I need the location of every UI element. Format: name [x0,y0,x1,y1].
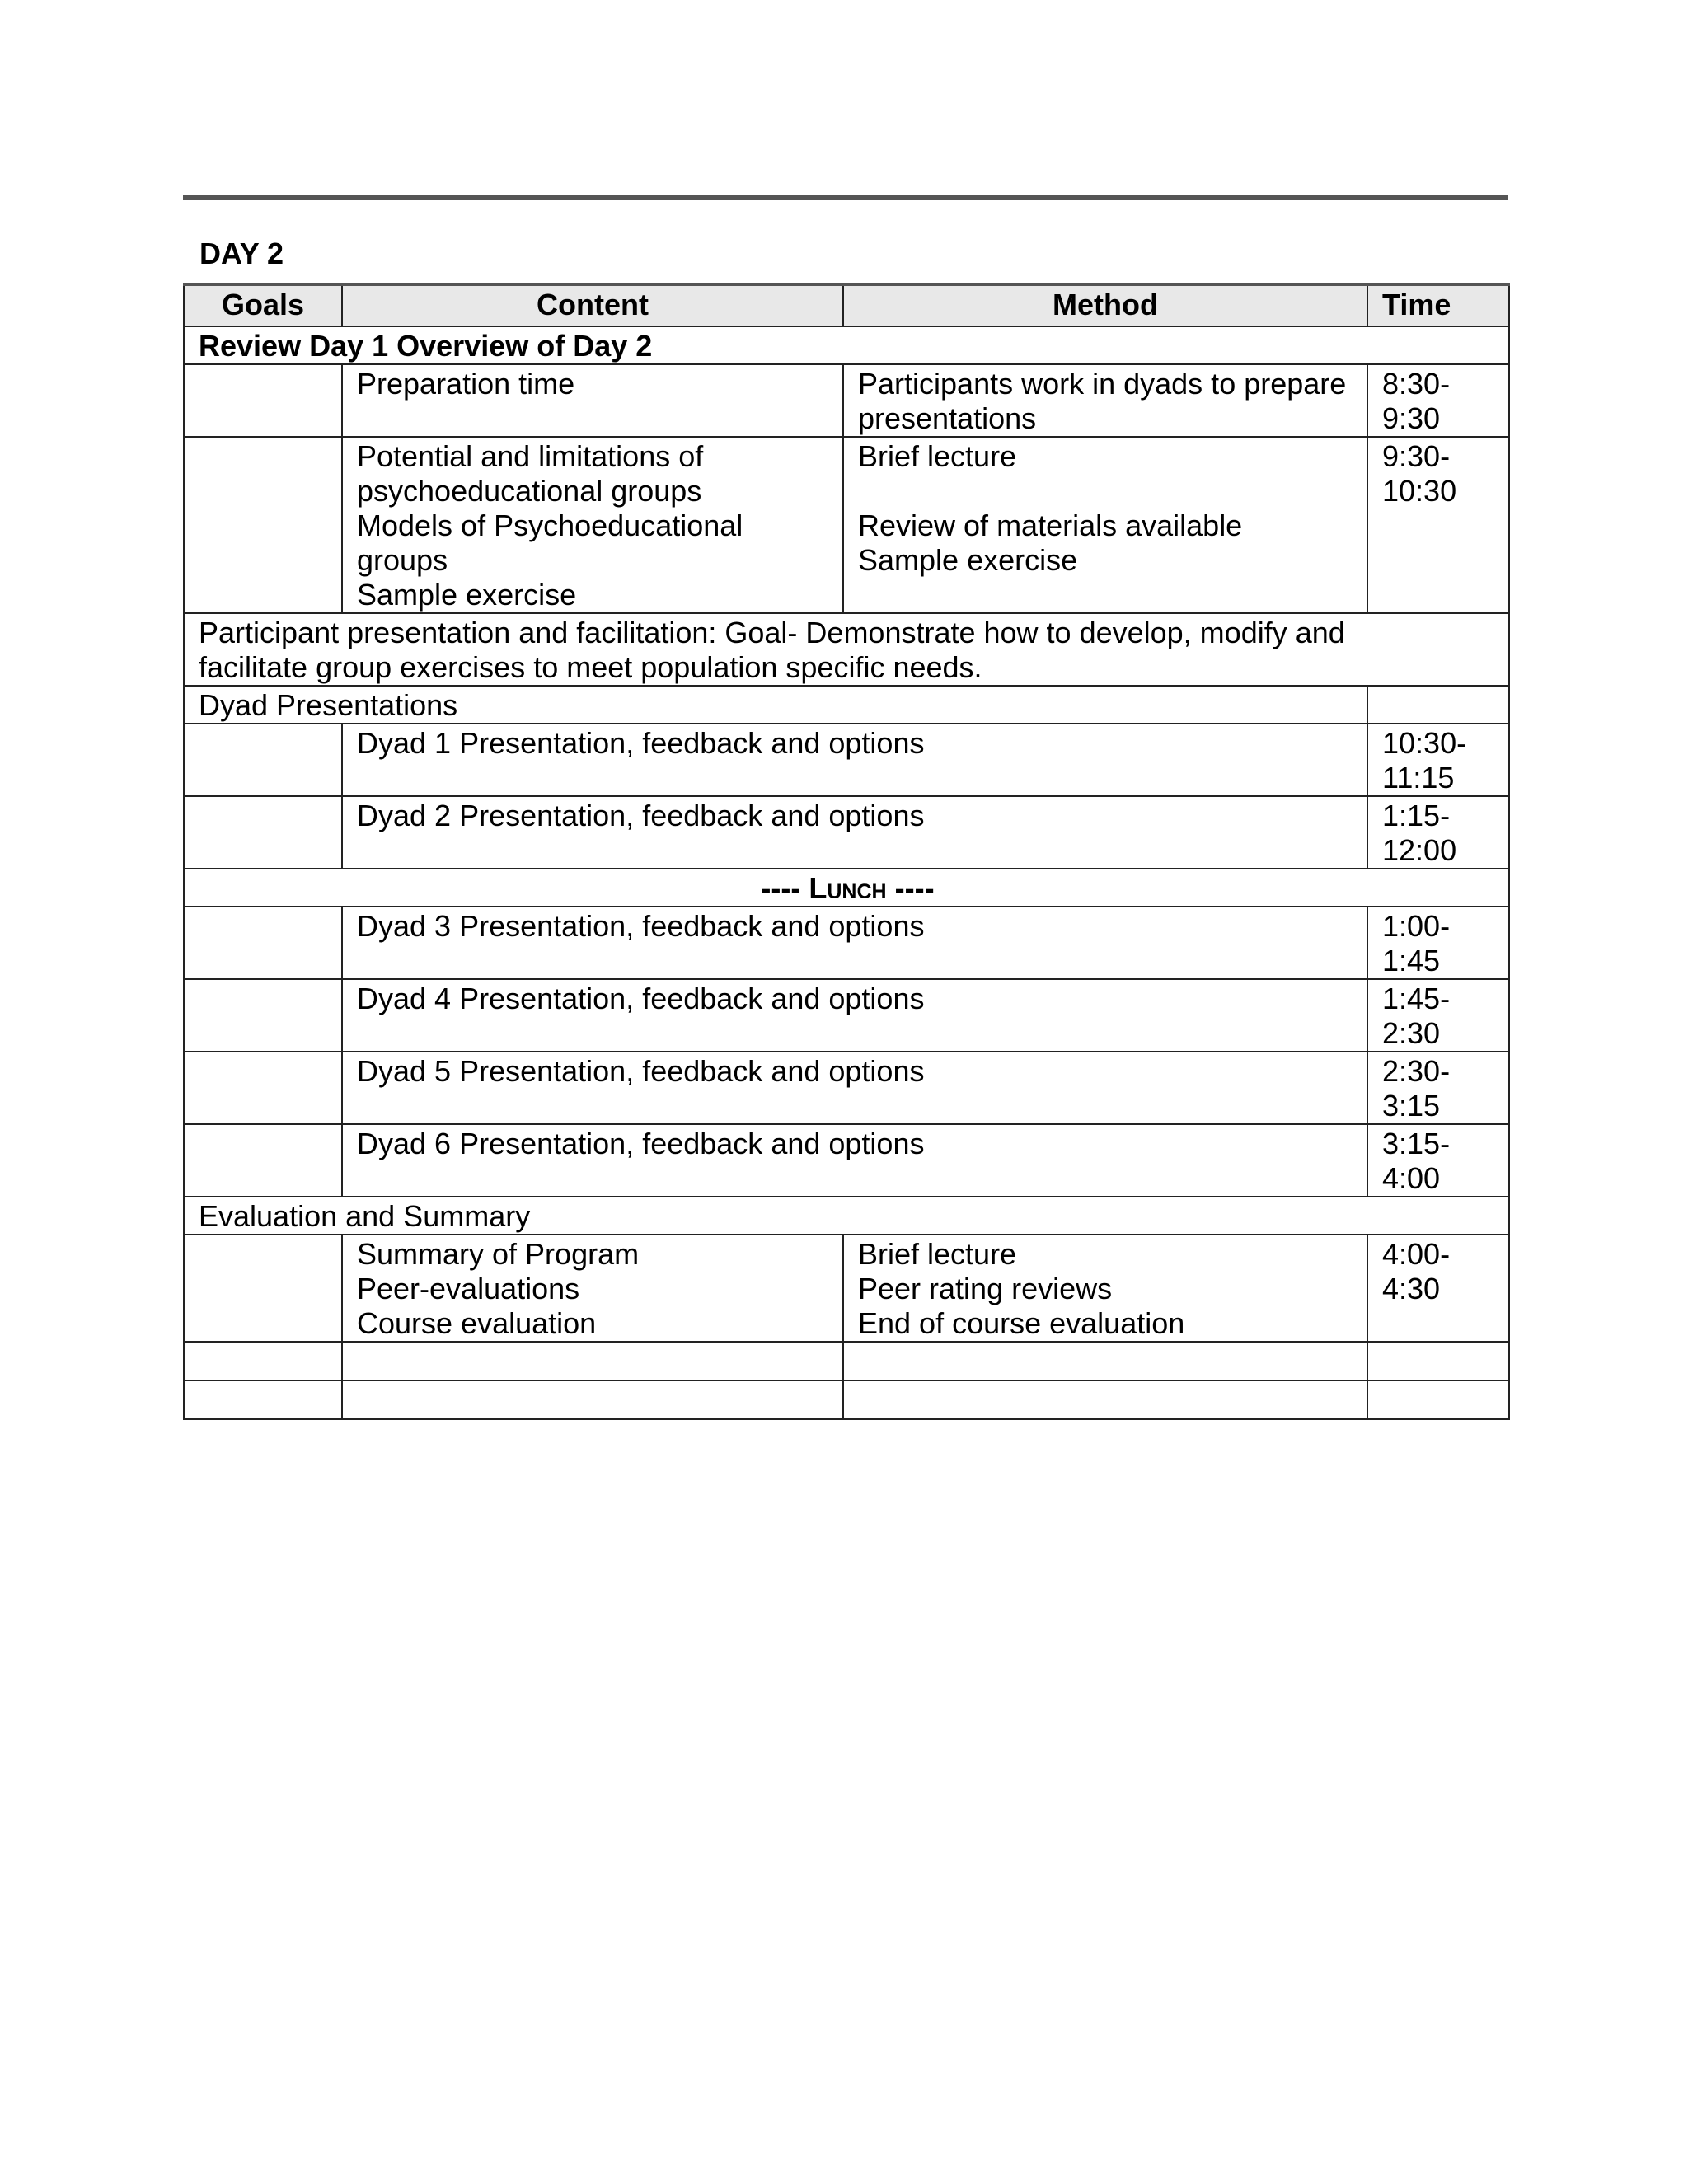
time-cell: 2:30- 3:15 [1367,1052,1509,1124]
section-row-eval [184,1197,1509,1235]
goals-cell [184,1052,342,1124]
goals-cell [184,1380,342,1419]
time-cell [1367,1342,1509,1380]
section-row-participant [184,613,1509,686]
empty-row [184,1380,1509,1419]
table-row [184,437,1509,613]
content-cell: Dyad 2 Presentation, feedback and options [342,796,1367,869]
content-cell [342,1380,843,1419]
table-row [184,796,1509,869]
content-cell: Dyad 6 Presentation, feedback and options [342,1124,1367,1197]
time-cell: 1:15- 12:00 [1367,796,1509,869]
table-row [184,907,1509,979]
table-row [184,1124,1509,1197]
section-eval: Evaluation and Summary [184,1197,1509,1235]
time-cell: 3:15- 4:00 [1367,1124,1509,1197]
section-participant: Participant presentation and facilitation: Goal- Demonstrate how to develop, modify and facilitate group exercises to meet population specific needs. [184,613,1509,686]
header-row [184,284,1509,326]
content-cell: Summary of Program Peer-evaluations Course evaluation [342,1235,843,1342]
goals-cell [184,437,342,613]
method-cell: Brief lecture Review of materials available Sample exercise [843,437,1367,613]
goals-cell [184,1124,342,1197]
method-cell: Participants work in dyads to prepare presentations [843,364,1367,437]
schedule-table [183,283,1510,1420]
empty-row [184,1342,1509,1380]
content-cell: Dyad 5 Presentation, feedback and options [342,1052,1367,1124]
time-cell [1367,686,1509,724]
section-dyad: Dyad Presentations [184,686,1367,724]
table-row [184,979,1509,1052]
header-method: Method [843,284,1367,326]
section-review: Review Day 1 Overview of Day 2 [184,326,1509,364]
goals-cell [184,364,342,437]
lunch-break: ---- Lunch ---- [184,869,1509,907]
table-row [184,1235,1509,1342]
table-row [184,724,1509,796]
goals-cell [184,979,342,1052]
goals-cell [184,1342,342,1380]
section-row-review [184,326,1509,364]
time-cell: 10:30- 11:15 [1367,724,1509,796]
time-cell: 1:00- 1:45 [1367,907,1509,979]
time-cell: 9:30- 10:30 [1367,437,1509,613]
table-row [184,364,1509,437]
content-cell: Potential and limitations of psychoeducational groups Models of Psychoeducational groups Sample exercise [342,437,843,613]
goals-cell [184,724,342,796]
header-content: Content [342,284,843,326]
goals-cell [184,796,342,869]
lunch-row [184,869,1509,907]
content-cell: Dyad 3 Presentation, feedback and options [342,907,1367,979]
time-cell [1367,1380,1509,1419]
goals-cell [184,1235,342,1342]
day-title: DAY 2 [199,237,284,270]
top-divider [183,195,1508,200]
lunch-label: Lunch [809,871,887,905]
goals-cell [184,907,342,979]
content-cell: Dyad 4 Presentation, feedback and options [342,979,1367,1052]
time-cell: 1:45- 2:30 [1367,979,1509,1052]
section-row-dyad [184,686,1509,724]
time-cell: 8:30- 9:30 [1367,364,1509,437]
content-cell: Dyad 1 Presentation, feedback and options [342,724,1367,796]
table-row [184,1052,1509,1124]
header-time: Time [1367,284,1509,326]
method-cell: Brief lecture Peer rating reviews End of course evaluation [843,1235,1367,1342]
method-cell [843,1342,1367,1380]
header-goals: Goals [184,284,342,326]
time-cell: 4:00- 4:30 [1367,1235,1509,1342]
content-cell: Preparation time [342,364,843,437]
method-cell [843,1380,1367,1419]
content-cell [342,1342,843,1380]
